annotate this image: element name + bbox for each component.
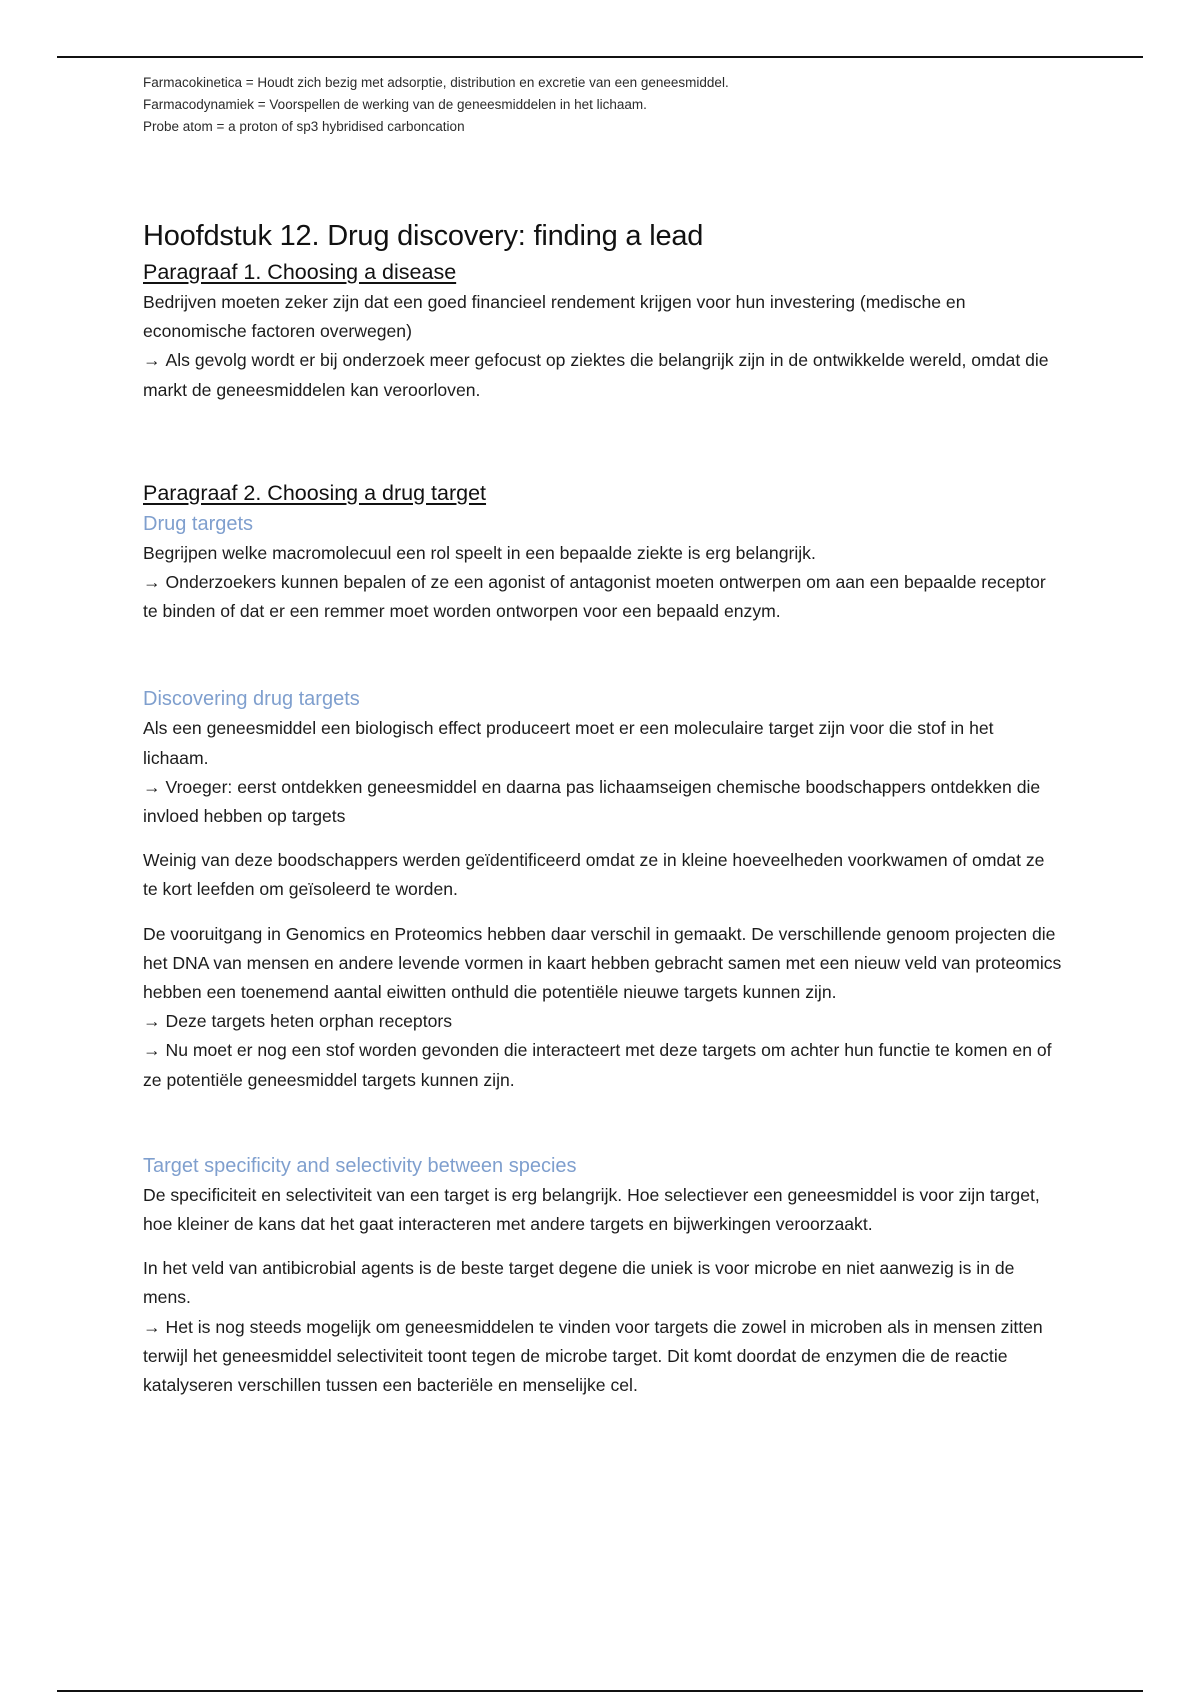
arrow-paragraph: → Nu moet er nog een stof worden gevonden die interacteert met deze targets om achter hun functie te komen en of ze potentiële geneesmiddel targets kunnen zijn. (143, 1036, 1063, 1094)
arrow-paragraph: → Het is nog steeds mogelijk om geneesmiddelen te vinden voor targets die zowel in microben als in mensen zitten terwijl het geneesmiddel selectiviteit toont tegen de microbe target. Dit komt doordat de enzymen die de reactie katalyseren verschillen tussen een bacteriële en menselijke cel. (143, 1313, 1063, 1401)
subsection-heading: Discovering drug targets (143, 688, 360, 711)
paragraph: Begrijpen welke macromolecuul een rol speelt in een bepaalde ziekte is erg belangrijk. (143, 542, 816, 563)
section-choosing-drug-target (143, 477, 1063, 1400)
subsection-heading: Drug targets (143, 512, 254, 535)
section-heading: Paragraaf 1. Choosing a disease (143, 260, 457, 284)
section-choosing-disease (143, 256, 1063, 405)
paragraph: Weinig van deze boodschappers werden geïdentificeerd omdat ze in kleine hoeveelheden voorkwamen of omdat ze te kort leefden om geïsoleerd te worden. (143, 850, 1045, 900)
subsection-heading: Target specificity and selectivity between species (143, 1154, 577, 1177)
paragraph: Als een geneesmiddel een biologisch effect produceert moet er een moleculaire target zijn voor die stof in het lichaam. (143, 718, 994, 768)
paragraph: Bedrijven moeten zeker zijn dat een goed financieel rendement krijgen voor hun investering (medische en economische factoren overwegen) (143, 292, 966, 342)
section-heading: Paragraaf 2. Choosing a drug target (143, 480, 487, 505)
note-farmacokinetica: Farmacokinetica = Houdt zich bezig met adsorptie, distribution en excretie van een geneesmiddel. (143, 75, 729, 90)
subsection-target-specificity (143, 1151, 1063, 1400)
note-probe-atom: Probe atom = a proton of sp3 hybridised carboncation (143, 119, 465, 134)
arrow-paragraph: → Deze targets heten orphan receptors (143, 1007, 1063, 1036)
subsection-drug-targets (143, 509, 1063, 627)
paragraph: In het veld van antibicrobial agents is de beste target degene die uniek is voor microbe en niet aanwezig is in de mens. (143, 1258, 1015, 1308)
definition-notes (143, 72, 1063, 138)
arrow-paragraph: → Onderzoekers kunnen bepalen of ze een agonist of antagonist moeten ontwerpen om aan een bepaalde receptor te binden of dat er een remmer moet worden ontworpen voor een bepaald enzym. (143, 568, 1063, 626)
arrow-paragraph: → Als gevolg wordt er bij onderzoek meer gefocust op ziektes die belangrijk zijn in de ontwikkelde wereld, omdat die markt de geneesmiddelen kan veroorloven. (143, 346, 1063, 404)
document-body (143, 72, 1063, 1400)
note-farmacodynamiek: Farmacodynamiek = Voorspellen de werking van de geneesmiddelen in het lichaam. (143, 97, 647, 112)
chapter-title: Hoofdstuk 12. Drug discovery: finding a lead (143, 220, 704, 252)
paragraph: De vooruitgang in Genomics en Proteomics hebben daar verschil in gemaakt. De verschillende genoom projecten die het DNA van mensen en andere levende vormen in kaart hebben gebracht samen met een nieuw veld van proteomics hebben een toenemend aantal eiwitten onthuld die potentiële nieuwe targets kunnen zijn. (143, 923, 1062, 1003)
subsection-discovering-drug-targets (143, 684, 1063, 1094)
bottom-rule (57, 1690, 1143, 1692)
arrow-paragraph: → Vroeger: eerst ontdekken geneesmiddel en daarna pas lichaamseigen chemische boodschappers ontdekken die invloed hebben op targets (143, 773, 1063, 831)
paragraph: De specificiteit en selectiviteit van een target is erg belangrijk. Hoe selectiever een geneesmiddel is voor zijn target, hoe kleiner de kans dat het gaat interacteren met andere targets en bijwerkingen veroorzaakt. (143, 1184, 1040, 1235)
top-rule (57, 56, 1143, 58)
